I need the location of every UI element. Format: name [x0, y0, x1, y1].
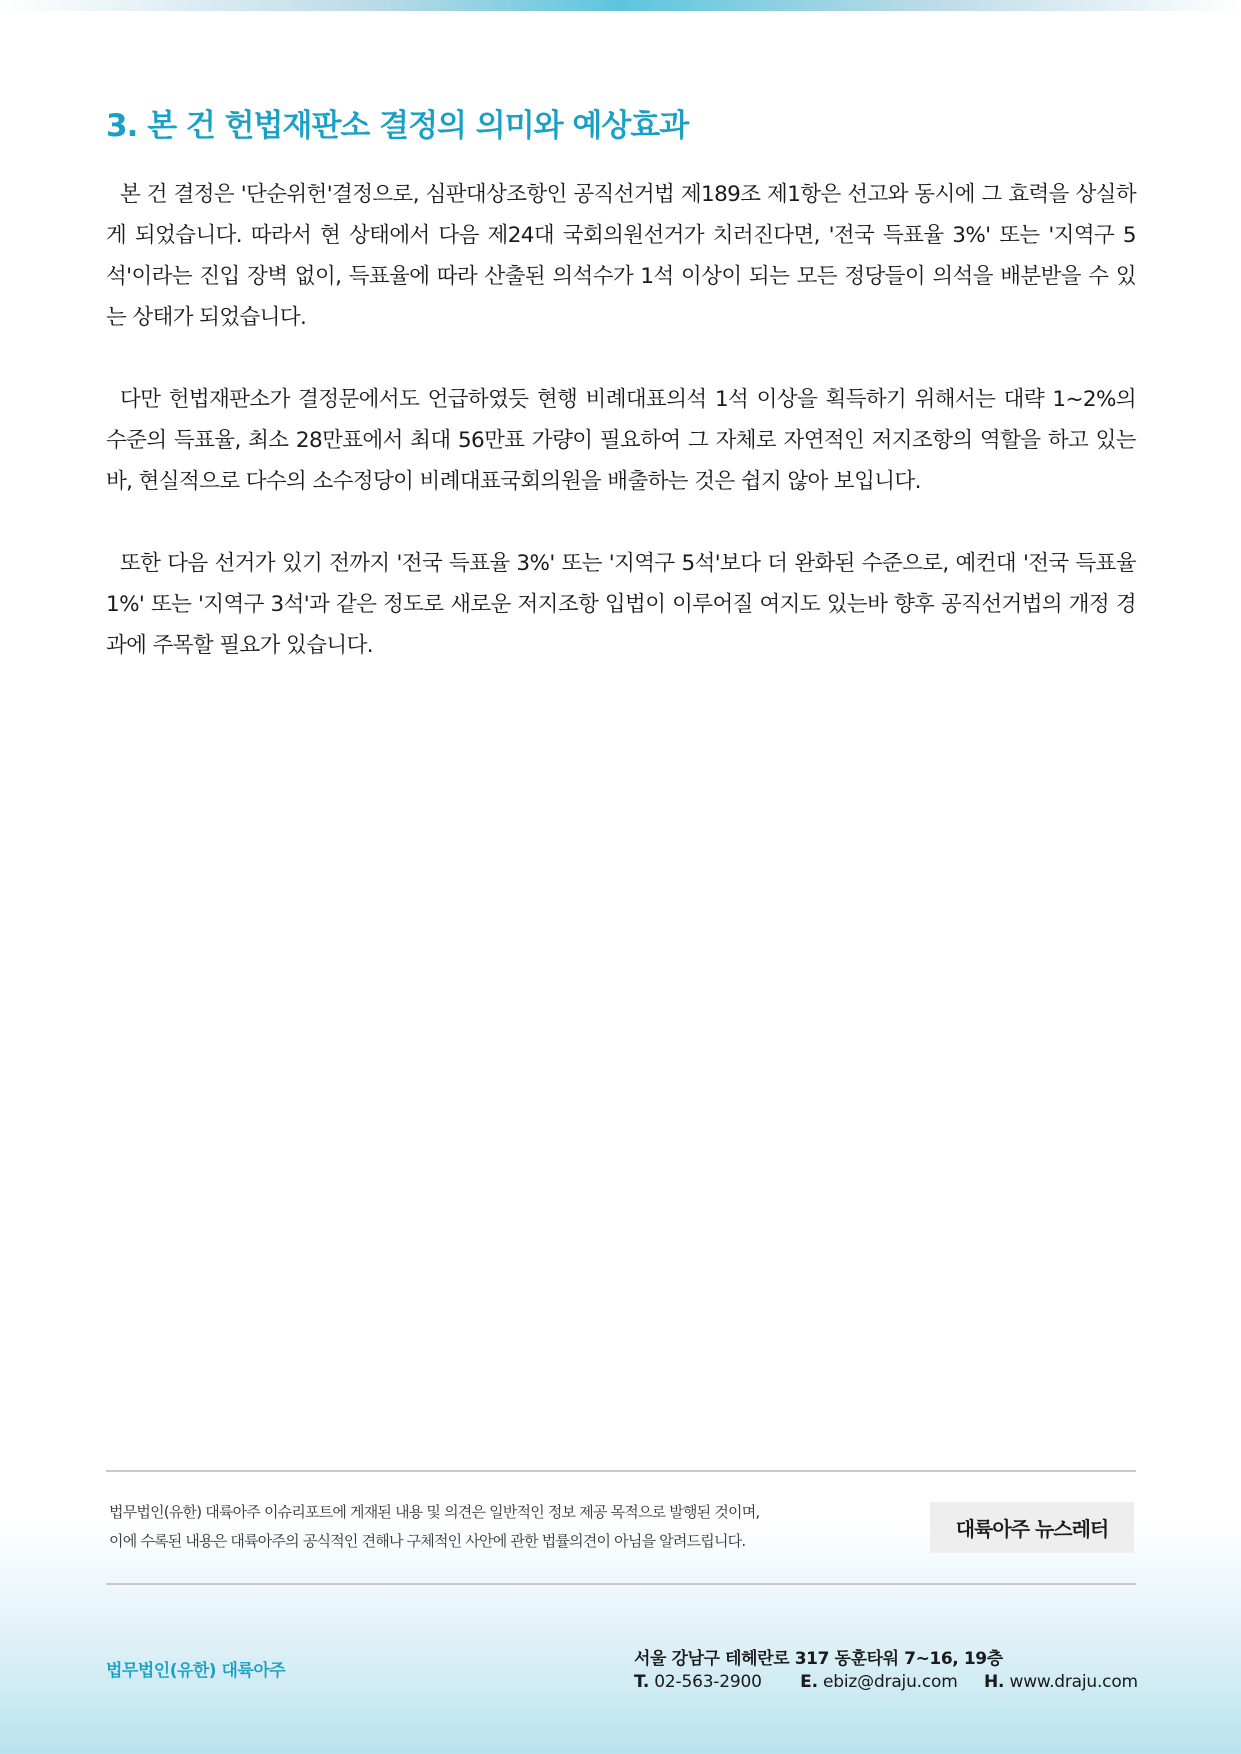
phone-number: 02-563-2900: [654, 1672, 762, 1692]
disclaimer-line-1: 법무법인(유한) 대륙아주 이슈리포트에 게재된 내용 및 의견은 일반적인 정보 제공 목적으로 발행된 것이며,: [109, 1503, 760, 1521]
disclaimer: [109, 1498, 869, 1556]
web-key: H.: [984, 1672, 1005, 1692]
top-decorative-band: [0, 0, 1241, 11]
footer-divider-top: [106, 1470, 1136, 1472]
firm-name: 법무법인(유한) 대륙아주: [106, 1661, 286, 1681]
disclaimer-line-2: 이에 수록된 내용은 대륙아주의 공식적인 견해나 구체적인 사안에 관한 법률의견이 아님을 알려드립니다.: [109, 1532, 746, 1550]
firm-address: 서울 강남구 테헤란로 317 동훈타워 7~16, 19층: [634, 1649, 1003, 1669]
paragraph-2: 다만 헌법재판소가 결정문에서도 언급하였듯 현행 비례대표의석 1석 이상을 획득하기 위해서는 대략 1~2%의 수준의 득표율, 최소 28만표에서 최대 56만표 가량이 필요하여 그 자체로 자연적인 저지조항의 역할을 하고 있는바, 현실적으로 다수의 소수정당이 비례대표국회의원을 배출하는 것은 쉽지 않아 보입니다.: [106, 387, 1136, 494]
paragraph-3: 또한 다음 선거가 있기 전까지 '전국 득표율 3%' 또는 '지역구 5석'보다 더 완화된 수준으로, 예컨대 '전국 득표율 1%' 또는 '지역구 3석'과 같은 정도로 새로운 저지조항 입법이 이루어질 여지도 있는바 향후 공직선거법의 개정 경과에 주목할 필요가 있습니다.: [106, 551, 1136, 658]
email-link[interactable]: ebiz@draju.com: [823, 1672, 958, 1692]
newsletter-button[interactable]: 대륙아주 뉴스레터: [930, 1502, 1134, 1553]
paragraph-1: 본 건 결정은 '단순위헌'결정으로, 심판대상조항인 공직선거법 제189조 제1항은 선고와 동시에 그 효력을 상실하게 되었습니다. 따라서 현 상태에서 다음 제24대 국회의원선거가 치러진다면, '전국 득표율 3%' 또는 '지역구 5석'이라는 진입 장벽 없이, 득표율에 따라 산출된 의석수가 1석 이상이 되는 모든 정당들이 의석을 배분받을 수 있는 상태가 되었습니다.: [106, 182, 1136, 330]
footer-divider-bottom: [106, 1583, 1136, 1585]
section-title: 3. 본 건 헌법재판소 결정의 의미와 예상효과: [106, 108, 689, 144]
contact-line: [634, 1672, 1138, 1692]
phone-key: T.: [634, 1672, 650, 1692]
email-key: E.: [800, 1672, 818, 1692]
website-link[interactable]: www.draju.com: [1009, 1672, 1138, 1692]
